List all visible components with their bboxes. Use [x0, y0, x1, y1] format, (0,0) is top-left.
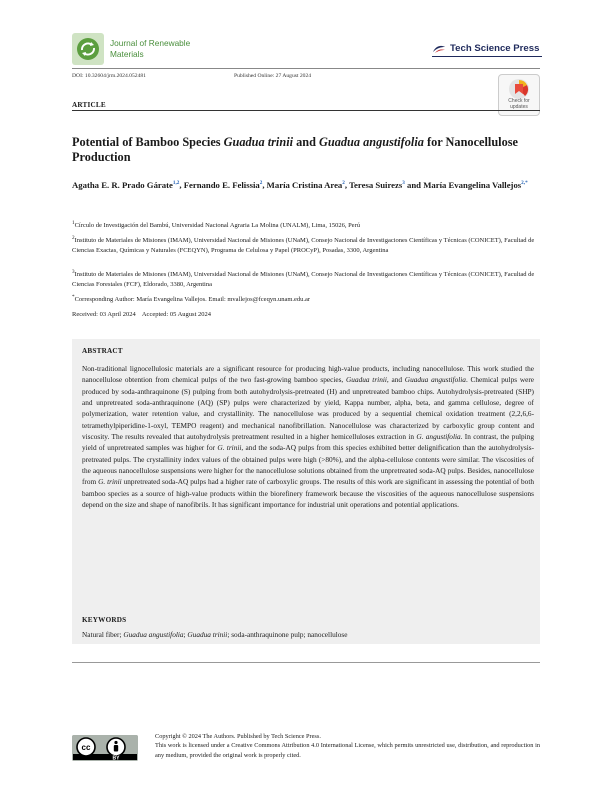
corresponding-author: *Corresponding Author: María Evangelina Vallejos. Email: mvallejos@fceqyn.unam.edu.ar [72, 293, 311, 303]
title-text-1: Potential of Bamboo Species [72, 135, 224, 149]
article-title [72, 135, 540, 165]
affiliation-1: $^1$Círculo de Investigación del Bambú, Universidad Nacional Agraria La Molina (UNALM), Lima, 15026, Perú [72, 219, 360, 229]
copyright-line: Copyright © 2024 The Authors. Published by Tech Science Press. [155, 733, 321, 740]
publisher-swoosh-icon [432, 44, 446, 54]
journal-name: Journal of Renewable Materials [110, 38, 191, 59]
title-text-3: for Nanocellulose Production [72, 135, 518, 164]
svg-text:BY: BY [112, 755, 120, 761]
author-name: María Cristina Area [266, 180, 343, 190]
received-accepted-dates: Received: 03 April 2024 Accepted: 05 August 2024 [72, 311, 212, 318]
keywords-heading: KEYWORDS [82, 616, 127, 624]
cc-by-license-badge[interactable] [72, 735, 138, 761]
author-name: María Evangelina Vallejos [423, 180, 522, 190]
author-name: Teresa Suirezs [349, 180, 403, 190]
check-updates-icon [508, 78, 530, 100]
copyright-notice [155, 732, 540, 760]
check-updates-label: Check for updates [508, 98, 530, 110]
author-name: Agatha E. R. Prado Gárate [72, 180, 173, 190]
publisher-rule [432, 56, 542, 57]
abstract-heading: ABSTRACT [82, 347, 123, 355]
title-text-2: and [293, 135, 320, 149]
author-affiliation-ref[interactable]: 3 [402, 180, 405, 187]
svg-text:cc: cc [81, 743, 91, 752]
footer-divider [72, 662, 540, 663]
article-rule [72, 110, 540, 111]
published-date: Published Online: 27 August 2024 [234, 73, 312, 79]
title-species-2: Guadua angustifolia [319, 135, 424, 149]
journal-logo [72, 33, 104, 65]
abstract-body: Non-traditional lignocellulosic materials are a significant resource for producing high-value products, including nanocellulose. This work studied the nanocellulose obtention from chemical pulps of the two fast-growing bamboo species, Guadua trinii, and Guadua angustifolia. Chemical pulps were produced by soda-anthraquinone (S) pulping from both autohydrolysis-pretreated (H) and unpretreated bamboo chips. Autohydrolysis-pretreated (SHP) and unpretreated soda-anthraquinone (AQ) (SP) pulps were characterized by yield, Kappa number, alpha, beta, and gamma cellulose, degree of polymerization, water retention value, and crystallinity. The nanocellulose was produced by a sequential chemical oxidation treatment (2,2,6,6-tetramethylpiperidine-1-oxyl, TEMPO reagent) and mechanical nanofibrillation. Nanocellulose was characterized by carboxylic group content and viscosity. The results revealed that autohydrolysis pretreatment resulted in a higher hemicelluloses extraction in G. angustifolia. In contrast, the pulping yield of unpretreated samples was higher for G. trinii, and the soda-AQ pulps from this species exhibited better delignification than the autohydrolysis-pretreated pulps. The crystallinity index values of the obtained pulps were high (>80%), and the alpha-cellulose contents were similar. The viscosities of the aqueous nanocellulose suspensions were higher for the nanocellulose solutions obtained from the unpretreated soda-AQ pulps. Besides, nanocellulose from G. trinii unpretreated soda-AQ pulps had a higher rate of carboxylic groups. The results of this work are significant in assessing the potential of both bamboo species as a source of high-value products within the biorefinery framework because the viscosities of the aqueous nanocellulose suspensions depend on the size and shape of nanofibrils. It has significant importance for industrial unit operations and potential applications. [82, 364, 534, 510]
author-affiliation-ref[interactable]: 1,2 [172, 180, 180, 187]
header-divider [72, 68, 540, 69]
author-name: Fernando E. Felissia [183, 180, 260, 190]
author-affiliation-ref[interactable]: 2 [342, 180, 345, 187]
author-affiliation-ref[interactable]: 2,* [521, 180, 528, 187]
affiliation-2: $^2$Instituto de Materiales de Misiones (IMAM), Universidad Nacional de Misiones (UNaM), Consejo Nacional de Investigaciones Científicas y Técnicas (CONICET), Facultad de Ciencias Exactas, Químicas y Naturales (FCEQYN), Programa de Celulosa y Papel (PROCyP), Posadas, 3300, Argentina [72, 234, 535, 254]
author-list: Agatha E. R. Prado Gárate$^{1,2}$, Fernando E. Felissia$^2$, María Cristina Area$^2$, Teresa Suirezs$^3$ and María Evangelina Vallejos$^{2,*}$ [72, 180, 528, 190]
license-text: This work is licensed under a Creative Commons Attribution 4.0 International License, which permits unrestricted use, distribution, and reproduction in any medium, provided the original work is properly cited. [155, 742, 540, 759]
title-species-1: Guadua trinii [223, 135, 294, 149]
doi[interactable]: DOI: 10.32604/jrm.2024.052481 [72, 73, 146, 79]
publisher-name: Tech Science Press [450, 43, 540, 54]
affiliation-3: $^3$Instituto de Materiales de Misiones (IMAM), Universidad Nacional de Misiones (UNaM), Consejo Nacional de Investigaciones Científicas y Técnicas (CONICET), Facultad de Ciencias Forestales (FCF), Eldorado, 3380, Argentina [72, 268, 535, 288]
article-type-label: ARTICLE [72, 101, 106, 109]
keywords-list: Natural fiber; Guadua angustifolia; Guadua trinii; soda-anthraquinone pulp; nanocellulose [82, 630, 348, 639]
publisher-logo [432, 43, 539, 54]
author-affiliation-ref[interactable]: 2 [259, 180, 263, 187]
